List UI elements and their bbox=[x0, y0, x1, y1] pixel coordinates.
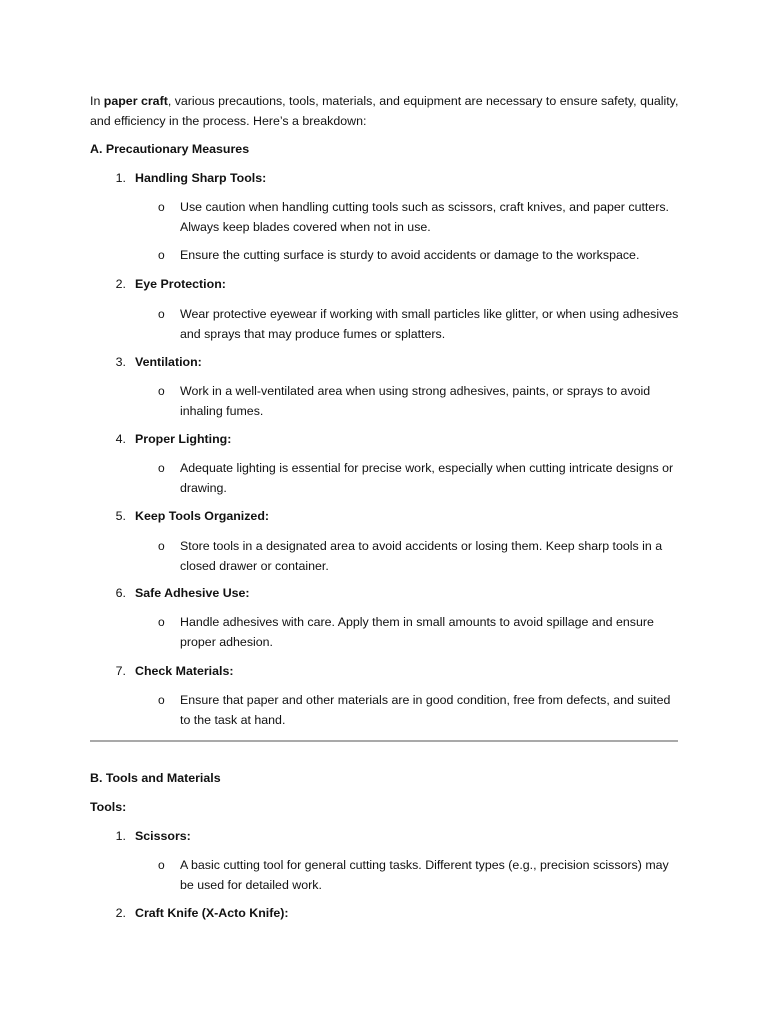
bullet-text: A basic cutting tool for general cutting tasks. Different types (e.g., precision scissors) may be used for detailed work. bbox=[180, 858, 669, 892]
item-number: 7. bbox=[115, 664, 126, 678]
item-title: Ventilation: bbox=[135, 355, 202, 369]
bullet-text: Use caution when handling cutting tools such as scissors, craft knives, and paper cutters. Always keep blades covered when not in use. bbox=[180, 200, 669, 234]
bullet-marker: o bbox=[158, 461, 165, 475]
bullet-marker: o bbox=[158, 539, 165, 553]
item-title: Check Materials: bbox=[135, 664, 234, 678]
bullet-marker: o bbox=[158, 307, 165, 321]
section-b-heading: B. Tools and Materials bbox=[90, 771, 221, 785]
bullet-marker: o bbox=[158, 200, 165, 214]
intro-prefix: In bbox=[90, 94, 104, 108]
bullet-marker: o bbox=[158, 615, 165, 629]
bullet-text: Handle adhesives with care. Apply them in small amounts to avoid spillage and ensure proper adhesion. bbox=[180, 615, 654, 649]
section-a-heading: A. Precautionary Measures bbox=[90, 142, 250, 156]
item-number: 1. bbox=[115, 171, 126, 185]
item-number: 2. bbox=[115, 906, 126, 920]
bullet-marker: o bbox=[158, 858, 165, 872]
bullet-text: Adequate lighting is essential for precise work, especially when cutting intricate designs or drawing. bbox=[180, 461, 674, 495]
item-title: Handling Sharp Tools: bbox=[135, 171, 267, 185]
item-title: Keep Tools Organized: bbox=[135, 509, 270, 523]
intro-rest: , various precautions, tools, materials, and equipment are necessary to ensure safety, quality, and efficiency in the process. Here’s a breakdown: bbox=[90, 94, 679, 128]
item-number: 3. bbox=[115, 355, 126, 369]
item-title: Eye Protection: bbox=[135, 277, 226, 291]
bullet-text: Wear protective eyewear if working with small particles like glitter, or when using adhesives and sprays that may produce fumes or splatters. bbox=[180, 307, 679, 341]
horizontal-divider bbox=[90, 740, 678, 742]
item-title: Craft Knife (X-Acto Knife): bbox=[135, 906, 289, 920]
tools-subheading: Tools: bbox=[90, 800, 127, 814]
item-title: Scissors: bbox=[135, 829, 191, 843]
item-number: 4. bbox=[115, 432, 126, 446]
item-number: 5. bbox=[115, 509, 126, 523]
bullet-text: Store tools in a designated area to avoid accidents or losing them. Keep sharp tools in a closed drawer or container. bbox=[180, 539, 663, 573]
item-title: Proper Lighting: bbox=[135, 432, 232, 446]
bullet-marker: o bbox=[158, 384, 165, 398]
item-number: 1. bbox=[115, 829, 126, 843]
bullet-marker: o bbox=[158, 693, 165, 707]
bullet-text: Ensure the cutting surface is sturdy to avoid accidents or damage to the workspace. bbox=[180, 248, 640, 262]
bullet-text: Work in a well-ventilated area when using strong adhesives, paints, or sprays to avoid inhaling fumes. bbox=[180, 384, 651, 418]
bullet-text: Ensure that paper and other materials are in good condition, free from defects, and suited to the task at hand. bbox=[180, 693, 671, 727]
item-number: 6. bbox=[115, 586, 126, 600]
intro-paragraph bbox=[90, 92, 680, 131]
bullet-marker: o bbox=[158, 248, 165, 262]
intro-bold-term: paper craft bbox=[103, 94, 168, 108]
item-number: 2. bbox=[115, 277, 126, 291]
item-title: Safe Adhesive Use: bbox=[135, 586, 250, 600]
